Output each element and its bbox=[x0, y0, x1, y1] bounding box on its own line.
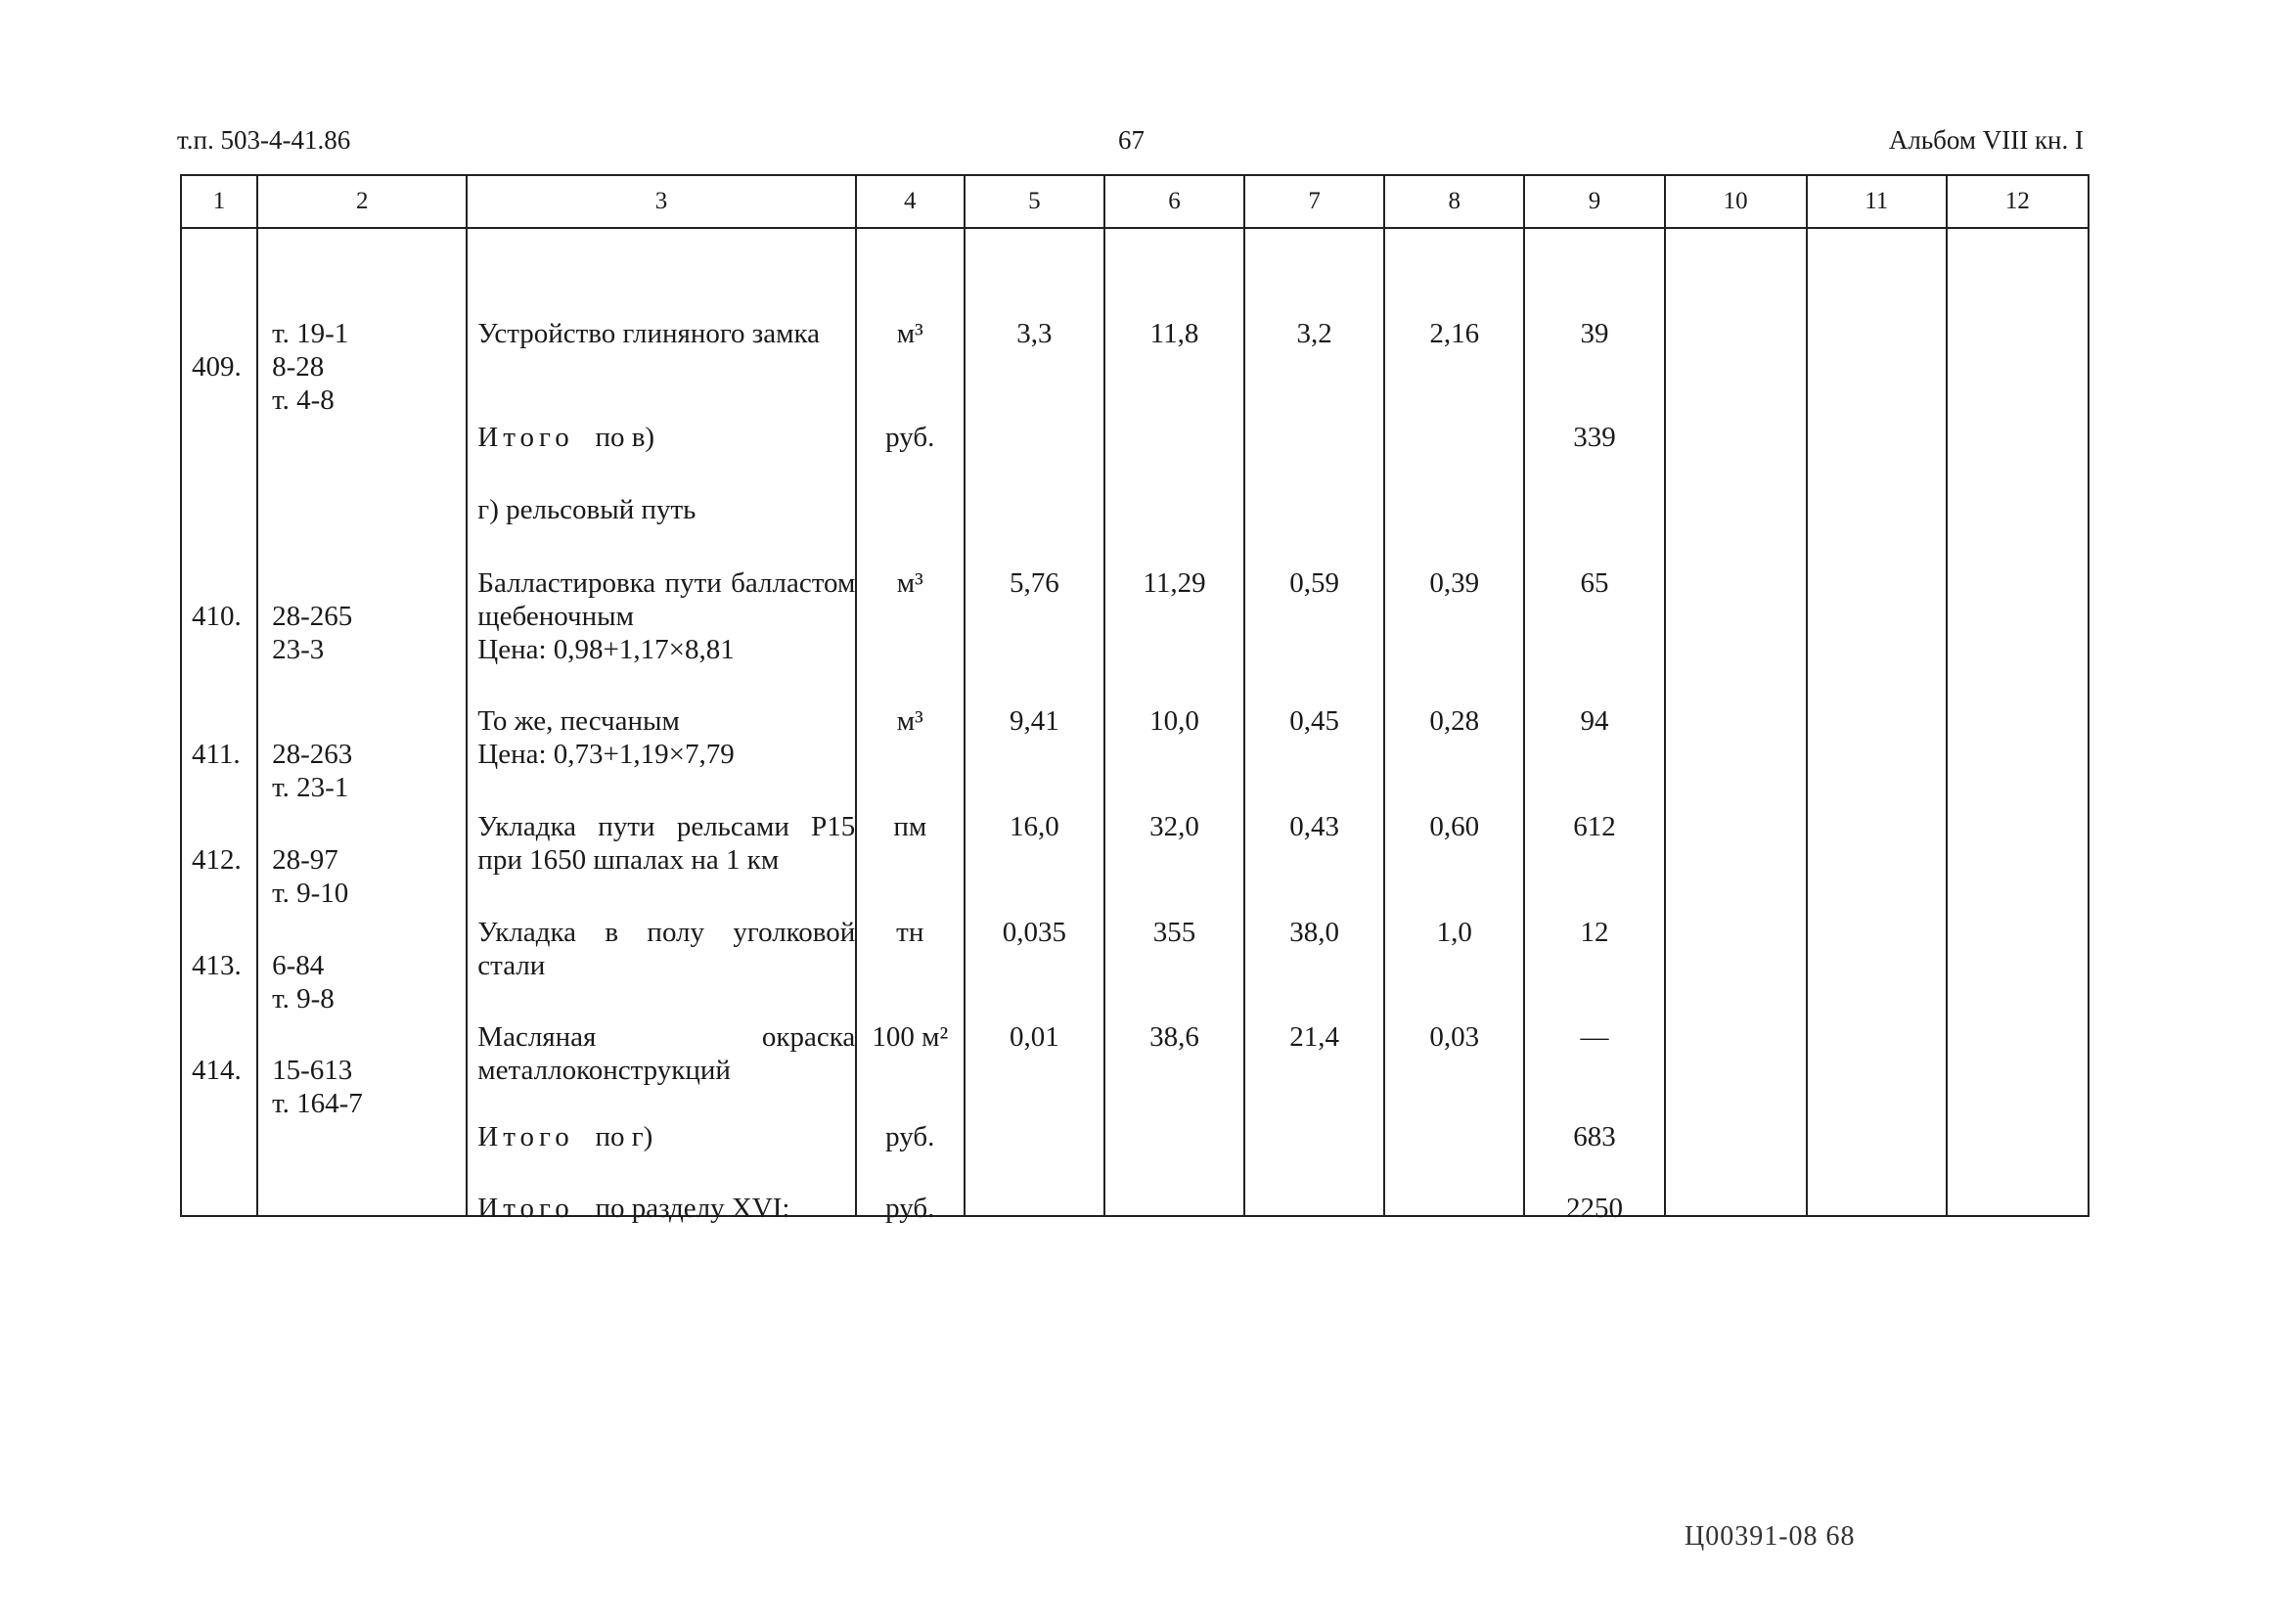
cell-value: 1,0 bbox=[1436, 917, 1472, 948]
subtotal-label: Итого bbox=[477, 1121, 574, 1152]
unit-value: руб. bbox=[885, 1121, 935, 1152]
item-number: 414. bbox=[192, 1055, 242, 1086]
document-code: т.п. 503-4-41.86 bbox=[177, 125, 351, 155]
cell-value: 0,035 bbox=[1002, 917, 1066, 948]
cell-value: 0,01 bbox=[1010, 1021, 1059, 1053]
quantity-column bbox=[965, 228, 1104, 1216]
item-number-column bbox=[181, 228, 257, 1216]
item-number: 413. bbox=[192, 950, 242, 981]
norm-code-line: 28-263 bbox=[272, 739, 353, 770]
cell-value: — bbox=[1580, 1021, 1609, 1053]
column-12 bbox=[1947, 228, 2089, 1216]
item-number: 412. bbox=[192, 844, 242, 876]
cell-value: 0,28 bbox=[1429, 705, 1480, 737]
column-header: 8 bbox=[1384, 175, 1524, 228]
unit-value: м³ bbox=[896, 705, 923, 737]
cost-column bbox=[1524, 228, 1664, 1224]
column-header: 6 bbox=[1104, 175, 1244, 228]
column-7 bbox=[1244, 228, 1384, 1216]
column-header: 3 bbox=[467, 175, 855, 228]
subtotal-suffix: по в) bbox=[595, 422, 655, 453]
norm-code-line: 15-613 bbox=[272, 1055, 353, 1086]
cell-value: 2,16 bbox=[1429, 318, 1480, 349]
work-description: Устройство глиняного замка bbox=[477, 318, 820, 349]
cell-value: 65 bbox=[1580, 567, 1609, 599]
column-11 bbox=[1807, 228, 1947, 1216]
subtotal-label: Итого bbox=[477, 422, 574, 453]
cell-value: 38,6 bbox=[1149, 1021, 1199, 1053]
column-6 bbox=[1104, 228, 1244, 1216]
section-heading: г) рельсовый путь bbox=[477, 494, 697, 525]
work-description: Укладка в полу уголковой стали bbox=[477, 917, 856, 981]
cell-value: 10,0 bbox=[1149, 705, 1199, 737]
cell-value: 32,0 bbox=[1149, 811, 1199, 842]
norm-code-line: 28-97 bbox=[272, 844, 338, 876]
item-number: 411. bbox=[192, 739, 241, 770]
item-number: 409. bbox=[192, 351, 242, 383]
cell-value: 11,29 bbox=[1143, 567, 1206, 599]
subtotal-suffix: по разделу XVI: bbox=[595, 1193, 790, 1224]
cell-value: 94 bbox=[1580, 705, 1609, 737]
cell-value: 5,76 bbox=[1010, 567, 1059, 599]
subtotal-value: 339 bbox=[1573, 422, 1616, 453]
column-8 bbox=[1384, 228, 1524, 1216]
subtotal-row bbox=[477, 421, 654, 454]
unit-value: руб. bbox=[885, 422, 935, 453]
cell-value: 0,59 bbox=[1289, 567, 1340, 599]
column-header: 5 bbox=[965, 175, 1104, 228]
unit-value: 100 м² bbox=[872, 1021, 949, 1053]
norm-code-line: 6-84 bbox=[272, 950, 325, 981]
column-header: 10 bbox=[1665, 175, 1807, 228]
unit-value: м³ bbox=[896, 318, 923, 349]
column-header: 12 bbox=[1947, 175, 2089, 228]
description-column bbox=[467, 228, 856, 1224]
cell-value: 3,3 bbox=[1016, 318, 1053, 349]
page-number: 67 bbox=[1118, 125, 1145, 155]
table-body-row bbox=[181, 228, 2089, 1216]
cell-value: 0,03 bbox=[1429, 1021, 1480, 1053]
cell-value: 9,41 bbox=[1010, 705, 1059, 737]
column-header: 1 bbox=[181, 175, 257, 228]
norm-code-line: т. 19-1 bbox=[272, 318, 349, 349]
cell-value: 21,4 bbox=[1289, 1021, 1340, 1053]
column-header: 11 bbox=[1807, 175, 1947, 228]
item-number: 410. bbox=[192, 601, 242, 632]
cell-value: 612 bbox=[1573, 811, 1616, 842]
subtotal-row bbox=[477, 1120, 652, 1153]
cell-value: 3,2 bbox=[1296, 318, 1332, 349]
work-description: Укладка пути рельсами Р15 при 1650 шпалах на 1 км bbox=[477, 811, 856, 876]
cell-value: 12 bbox=[1580, 917, 1609, 948]
norm-code-line: т. 9-8 bbox=[272, 983, 335, 1015]
subtotal-suffix: по г) bbox=[595, 1121, 653, 1152]
column-header: 9 bbox=[1524, 175, 1664, 228]
cell-value: 0,60 bbox=[1429, 811, 1480, 842]
cell-value: 11,8 bbox=[1149, 318, 1199, 349]
subtotal-value: 683 bbox=[1573, 1121, 1616, 1152]
norm-code-line: т. 9-10 bbox=[272, 878, 349, 909]
norm-code-line: т. 164-7 bbox=[272, 1088, 363, 1119]
cell-value: 0,45 bbox=[1289, 705, 1340, 737]
column-header: 7 bbox=[1244, 175, 1384, 228]
unit-value: тн bbox=[896, 917, 924, 948]
norm-code-line: 23-3 bbox=[272, 634, 325, 665]
unit-value: пм bbox=[893, 811, 927, 842]
cell-value: 39 bbox=[1580, 318, 1609, 349]
norm-code-line: 8-28 bbox=[272, 351, 325, 383]
norm-code-line: т. 4-8 bbox=[272, 384, 335, 416]
cell-value: 355 bbox=[1152, 917, 1196, 948]
work-description: То же, песчаным bbox=[477, 705, 680, 737]
work-description: Балластировка пути балластом щебеночным bbox=[477, 567, 856, 632]
column-10 bbox=[1665, 228, 1807, 1216]
album-label: Альбом VIII кн. I bbox=[1888, 125, 2084, 155]
norm-code-line: 28-265 bbox=[272, 601, 353, 632]
price-formula: Цена: 0,98+1,17×8,81 bbox=[477, 634, 735, 665]
subtotal-label: Итого bbox=[477, 1193, 574, 1224]
norm-code-line: т. 23-1 bbox=[272, 772, 349, 803]
norm-code-column bbox=[257, 228, 467, 1216]
cell-value: 0,39 bbox=[1429, 567, 1480, 599]
section-total-row bbox=[477, 1192, 789, 1225]
unit-value: руб. bbox=[885, 1193, 935, 1224]
table-header-row bbox=[181, 175, 2089, 228]
unit-value: м³ bbox=[896, 567, 923, 599]
cell-value: 0,43 bbox=[1289, 811, 1340, 842]
cell-value: 38,0 bbox=[1289, 917, 1340, 948]
work-description: Масляная окраска металлоконструкций bbox=[477, 1021, 856, 1086]
column-header: 4 bbox=[856, 175, 965, 228]
estimate-table bbox=[180, 174, 2090, 1224]
cell-value: 16,0 bbox=[1010, 811, 1059, 842]
footer-code: Ц00391-08 68 bbox=[1685, 1521, 1856, 1552]
section-total-value: 2250 bbox=[1565, 1193, 1623, 1224]
price-formula: Цена: 0,73+1,19×7,79 bbox=[477, 739, 735, 770]
unit-column bbox=[856, 228, 965, 1224]
column-header: 2 bbox=[257, 175, 467, 228]
